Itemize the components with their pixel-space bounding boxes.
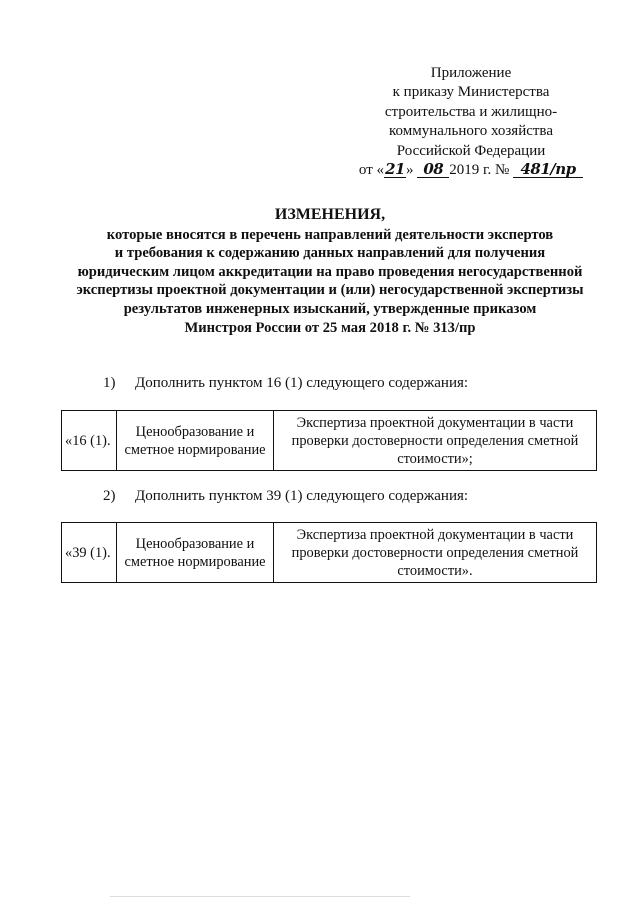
title-line: юридическим лицом аккредитации на право проведения негосударственной (77, 263, 583, 280)
title-line: и требования к содержанию данных направлений для получения (114, 245, 546, 262)
table-row (62, 523, 597, 583)
table-row (62, 411, 597, 471)
row-description: Экспертиза проектной документации в части проверки достоверности определения сметной стоимости»; (274, 411, 597, 471)
document-title (40, 206, 620, 337)
order-year: 2019 г. № (449, 162, 510, 179)
row-code: «16 (1). (62, 411, 117, 471)
row-description: Экспертиза проектной документации в части проверки достоверности определения сметной стоимости». (274, 523, 597, 583)
title-line: экспертизы проектной документации и (или) негосударственной экспертизы (76, 282, 584, 299)
item-number: 1) (103, 375, 116, 391)
title-heading: ИЗМЕНЕНИЯ, (274, 206, 386, 223)
amendment-item-2 (103, 488, 468, 505)
amendment-table-1 (61, 410, 597, 471)
title-line: Минстроя России от 25 мая 2018 г. № 313/пр (184, 319, 476, 336)
order-month: 08 (417, 161, 449, 178)
appendix-line: коммунального хозяйства (389, 123, 553, 140)
title-line: результатов инженерных изысканий, утвержденные приказом (123, 300, 537, 317)
row-code: «39 (1). (62, 523, 117, 583)
date-mid: » (406, 162, 414, 179)
order-day: 21 (385, 160, 405, 179)
appendix-block (330, 64, 612, 180)
title-line: которые вносятся в перечень направлений деятельности экспертов (106, 226, 554, 243)
appendix-line: к приказу Министерства (392, 84, 550, 101)
appendix-line: Приложение (430, 65, 512, 81)
scan-artifact (110, 896, 410, 897)
row-area: Ценообразование и сметное нормирование (117, 411, 274, 471)
appendix-line: Российской Федерации (396, 142, 546, 159)
appendix-line: строительства и жилищно- (384, 103, 558, 120)
amendment-item-1 (103, 375, 468, 392)
item-text: Дополнить пунктом 16 (1) следующего содержания: (135, 375, 469, 391)
order-number: 481/пр (513, 161, 583, 178)
item-text: Дополнить пунктом 39 (1) следующего содержания: (135, 488, 469, 504)
row-area: Ценообразование и сметное нормирование (117, 523, 274, 583)
amendment-table-2 (61, 522, 597, 583)
item-number: 2) (103, 488, 116, 504)
order-date-line (330, 161, 612, 180)
date-prefix: от « (358, 162, 385, 179)
